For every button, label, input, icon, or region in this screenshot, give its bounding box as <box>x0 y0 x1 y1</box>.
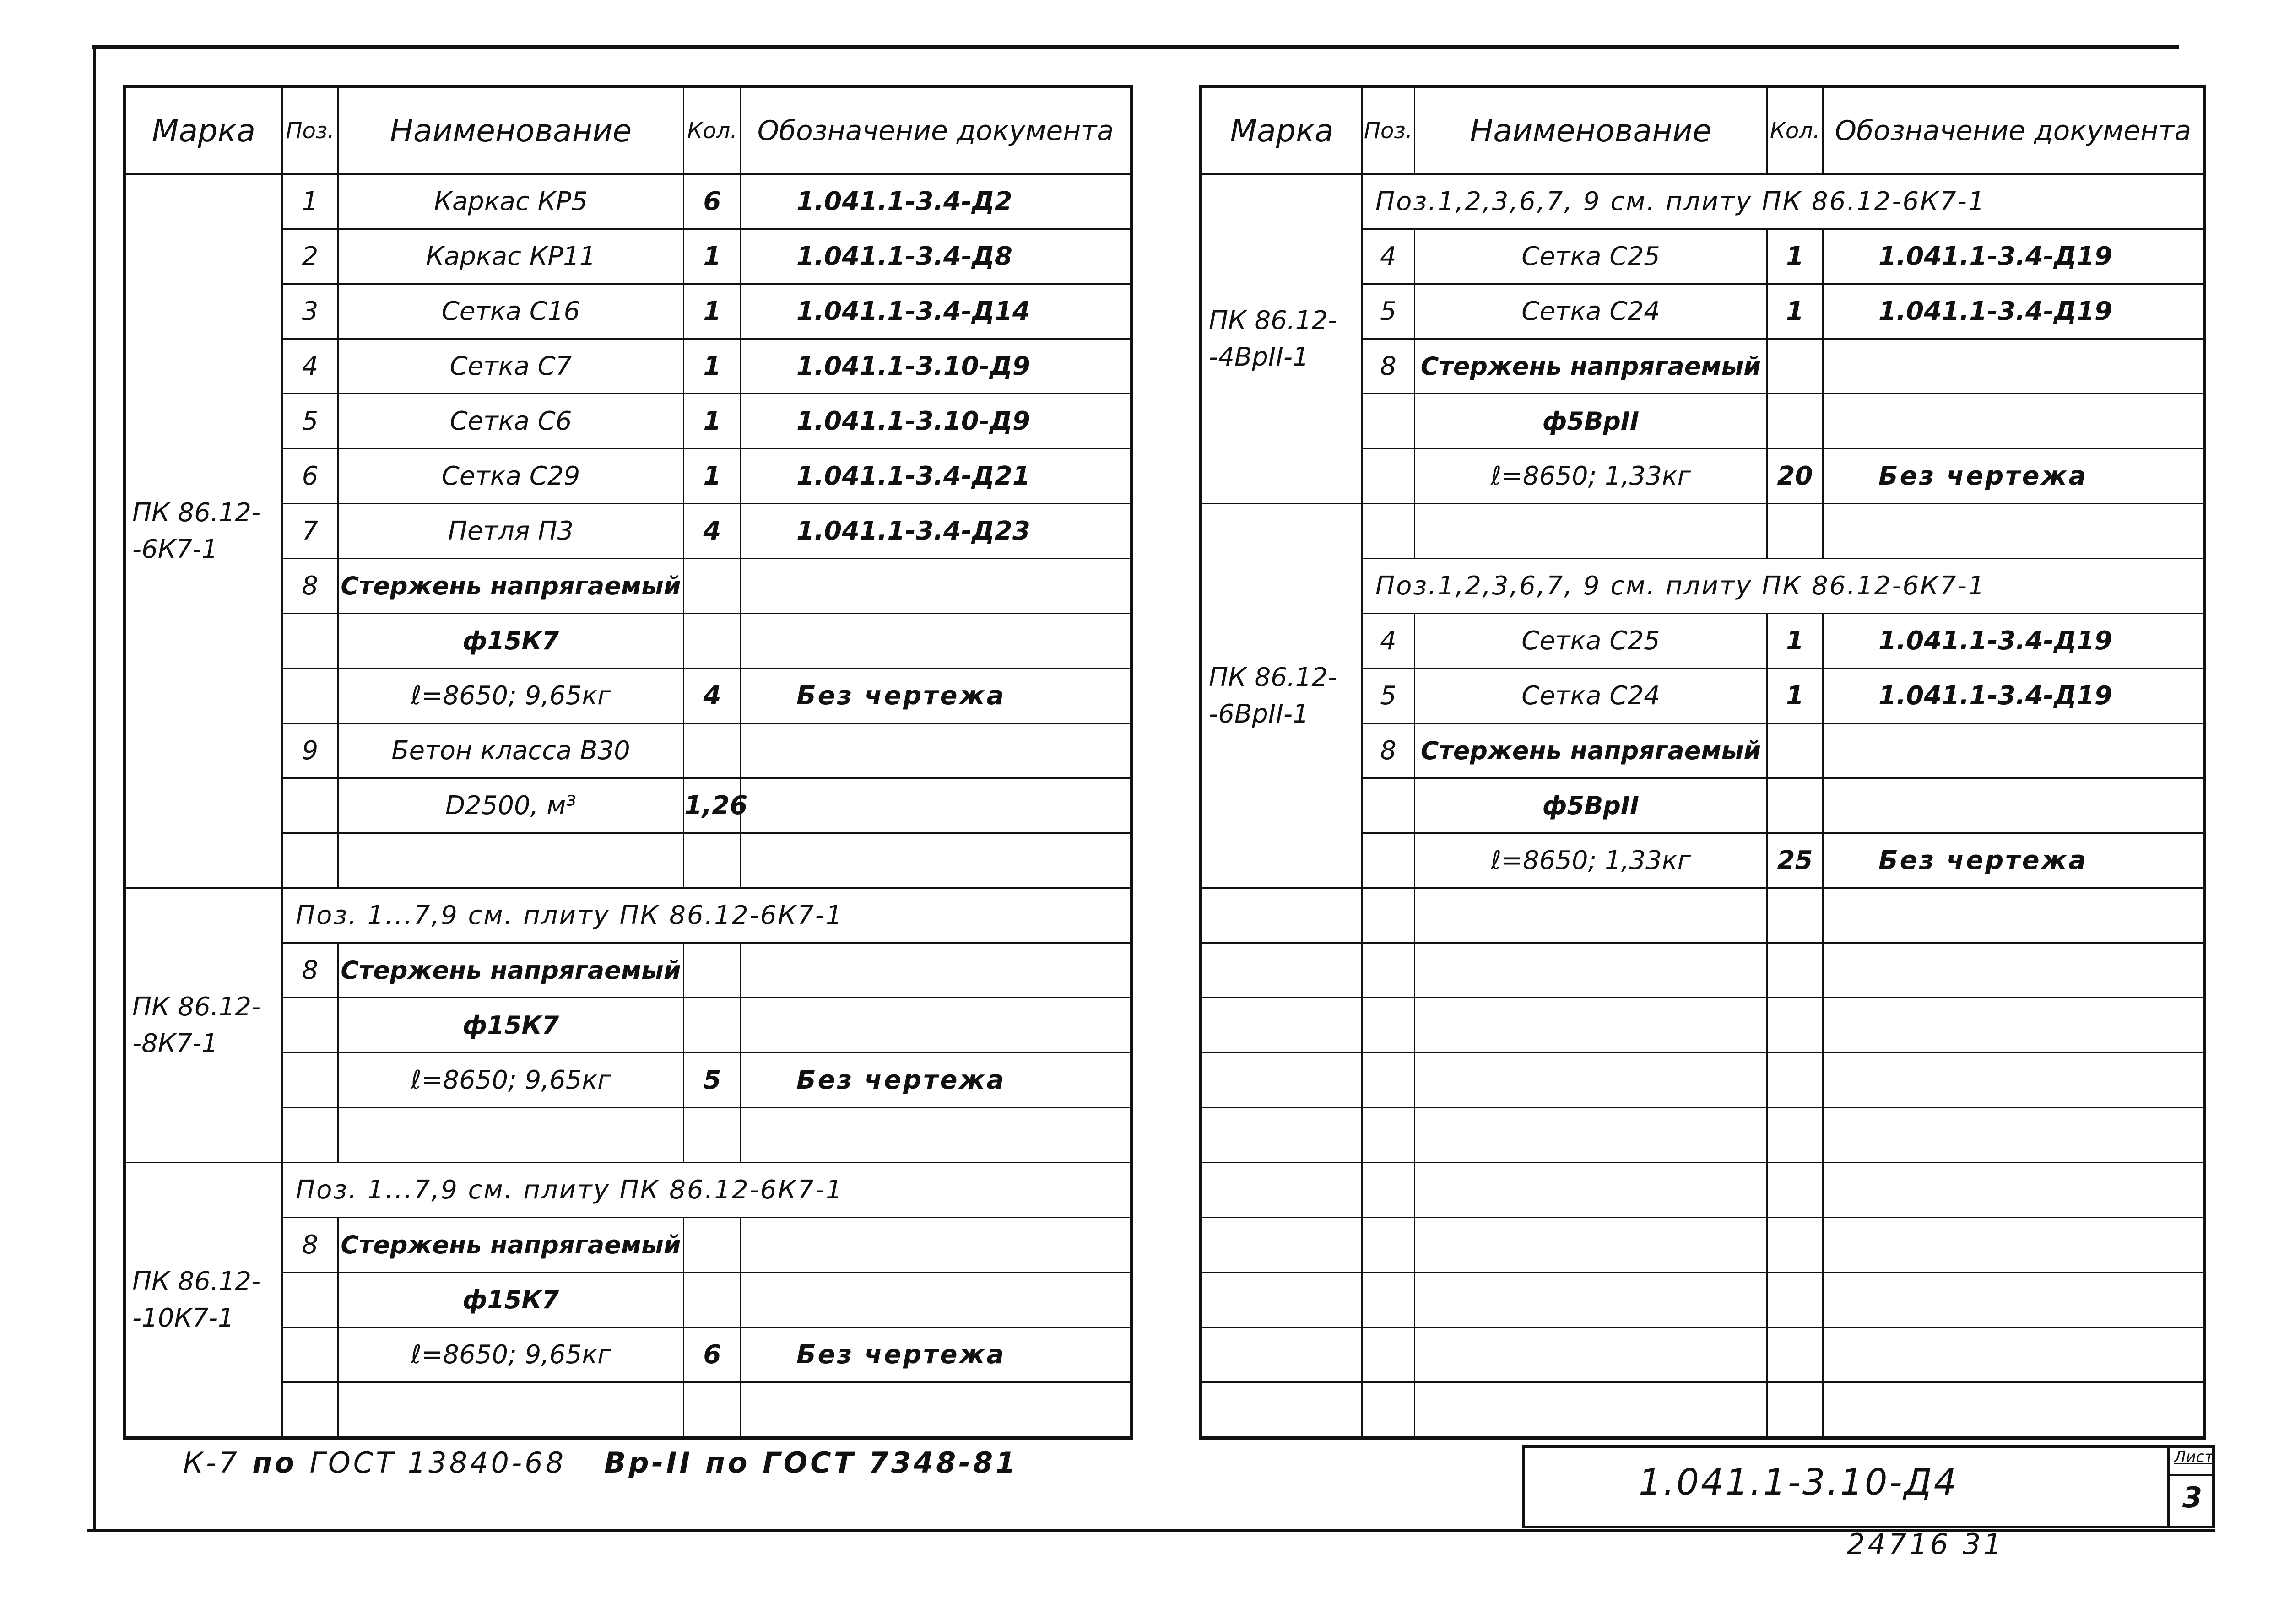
pos-cell <box>1362 504 1415 559</box>
qty-cell: 1 <box>684 284 741 339</box>
name-cell: Стержень напрягаемый <box>338 559 684 614</box>
name-cell: Петля П3 <box>338 504 684 559</box>
doc-cell <box>1823 943 2204 998</box>
mark-cell <box>1201 888 1362 943</box>
note-cell: Поз.1,2,3,6,7, 9 см. плиту ПК 86.12-6К7-1 <box>1362 559 2204 614</box>
doc-cell: 1.041.1-3.4-Д2 <box>741 174 1131 229</box>
pos-cell <box>282 1053 338 1108</box>
name-cell: ℓ=8650; 9,65кг <box>338 1053 684 1108</box>
doc-cell <box>1823 1273 2204 1327</box>
empty-row <box>1201 1273 2204 1327</box>
name-cell: ℓ=8650; 1,33кг <box>1415 449 1767 504</box>
name-cell <box>1415 888 1767 943</box>
doc-cell <box>1823 778 2204 833</box>
pos-cell <box>282 1327 338 1382</box>
qty-cell <box>684 723 741 778</box>
qty-cell <box>1767 1382 1823 1438</box>
pos-cell: 4 <box>1362 229 1415 284</box>
name-cell <box>1415 1053 1767 1108</box>
qty-cell: 4 <box>684 504 741 559</box>
mark-cell: ПК 86.12- -4ВрII-1 <box>1201 174 1362 504</box>
qty-cell <box>1767 394 1823 449</box>
footnote-po-1: по <box>252 1446 297 1479</box>
pos-cell <box>1362 998 1415 1053</box>
header-row <box>1201 87 2204 174</box>
name-cell: ф5ВрII <box>1415 778 1767 833</box>
sheet-number: 3 <box>2182 1481 2203 1514</box>
name-cell <box>1415 1273 1767 1327</box>
pos-cell <box>1362 833 1415 888</box>
qty-cell <box>1767 888 1823 943</box>
doc-cell: 1.041.1-3.10-Д9 <box>741 394 1131 449</box>
document-code: 1.041.1-3.10-Д4 <box>1639 1462 1959 1503</box>
qty-cell: 1,26 <box>684 778 741 833</box>
doc-cell <box>741 1108 1131 1163</box>
mark-cell <box>1201 1382 1362 1438</box>
empty-row <box>1201 1108 2204 1163</box>
qty-cell: 1 <box>684 394 741 449</box>
sheet-box-divider <box>2167 1474 2212 1476</box>
doc-cell <box>1823 1053 2204 1108</box>
name-cell: Сетка С16 <box>338 284 684 339</box>
footnote-gost-1: ГОСТ 13840-68 <box>309 1446 567 1479</box>
doc-cell: Без чертежа <box>741 1327 1131 1382</box>
qty-cell <box>684 998 741 1053</box>
qty-cell: 6 <box>684 1327 741 1382</box>
name-cell <box>1415 1218 1767 1273</box>
qty-cell: 1 <box>684 449 741 504</box>
qty-cell <box>684 1382 741 1438</box>
doc-cell: Без чертежа <box>1823 833 2204 888</box>
qty-cell <box>684 1273 741 1327</box>
doc-cell <box>1823 723 2204 778</box>
column-header-mark: Марка <box>124 87 282 174</box>
mark-cell: ПК 86.12- -10К7-1 <box>124 1163 282 1438</box>
mark-cell <box>1201 943 1362 998</box>
name-cell: Сетка С6 <box>338 394 684 449</box>
doc-cell <box>741 559 1131 614</box>
left-specification-table <box>123 85 1133 1440</box>
mark-cell <box>1201 1218 1362 1273</box>
pos-cell: 6 <box>282 449 338 504</box>
pos-cell: 4 <box>282 339 338 394</box>
pos-cell <box>282 669 338 723</box>
pos-cell <box>1362 1327 1415 1382</box>
table-row <box>1201 504 2204 559</box>
pos-cell: 1 <box>282 174 338 229</box>
qty-cell: 6 <box>684 174 741 229</box>
name-cell: ф15К7 <box>338 614 684 669</box>
doc-cell: 1.041.1-3.4-Д23 <box>741 504 1131 559</box>
header-row <box>124 87 1131 174</box>
mark-cell <box>1201 1163 1362 1218</box>
name-cell: ℓ=8650; 9,65кг <box>338 669 684 723</box>
column-header-pos: Поз. <box>1362 87 1415 174</box>
empty-row <box>1201 1053 2204 1108</box>
note-row <box>124 1163 1131 1218</box>
column-header-doc: Обозначение документа <box>1823 87 2204 174</box>
qty-cell <box>1767 723 1823 778</box>
note-row <box>124 888 1131 943</box>
pos-cell <box>1362 778 1415 833</box>
mark-cell <box>1201 998 1362 1053</box>
frame-left-line <box>93 45 96 1532</box>
pos-cell <box>282 1273 338 1327</box>
pos-cell <box>1362 1218 1415 1273</box>
name-cell: Бетон класса В30 <box>338 723 684 778</box>
doc-cell <box>1823 394 2204 449</box>
name-cell: Каркас КР5 <box>338 174 684 229</box>
steel-standard-footnote <box>183 1446 1018 1479</box>
pos-cell <box>1362 1273 1415 1327</box>
doc-cell <box>741 1382 1131 1438</box>
mark-cell <box>1201 1108 1362 1163</box>
qty-cell: 1 <box>1767 669 1823 723</box>
name-cell <box>1415 1163 1767 1218</box>
name-cell <box>1415 504 1767 559</box>
doc-cell <box>741 833 1131 888</box>
note-cell: Поз. 1...7,9 см. плиту ПК 86.12-6К7-1 <box>282 1163 1131 1218</box>
empty-row <box>1201 1163 2204 1218</box>
footnote-po-2: по <box>705 1446 750 1479</box>
pos-cell <box>1362 1163 1415 1218</box>
empty-row <box>1201 888 2204 943</box>
pos-cell: 9 <box>282 723 338 778</box>
name-cell <box>338 1382 684 1438</box>
empty-row <box>1201 1382 2204 1438</box>
column-header-mark: Марка <box>1201 87 1362 174</box>
qty-cell: 1 <box>1767 614 1823 669</box>
qty-cell <box>1767 943 1823 998</box>
qty-cell <box>1767 778 1823 833</box>
pos-cell <box>1362 1382 1415 1438</box>
mark-cell: ПК 86.12- -6К7-1 <box>124 174 282 888</box>
qty-cell <box>684 614 741 669</box>
name-cell: Каркас КР11 <box>338 229 684 284</box>
pos-cell <box>282 998 338 1053</box>
empty-row <box>1201 1327 2204 1382</box>
empty-row <box>1201 998 2204 1053</box>
qty-cell <box>684 943 741 998</box>
empty-row <box>1201 943 2204 998</box>
pos-cell: 2 <box>282 229 338 284</box>
column-header-qty: Кол. <box>684 87 741 174</box>
name-cell <box>1415 1382 1767 1438</box>
mark-cell <box>1201 1053 1362 1108</box>
column-header-name: Наименование <box>338 87 684 174</box>
column-header-qty: Кол. <box>1767 87 1823 174</box>
qty-cell <box>1767 1053 1823 1108</box>
frame-top-line <box>92 45 2179 49</box>
pos-cell: 7 <box>282 504 338 559</box>
doc-cell <box>741 778 1131 833</box>
qty-cell: 5 <box>684 1053 741 1108</box>
name-cell: ф15К7 <box>338 1273 684 1327</box>
footnote-vr: Вр-II <box>604 1446 693 1479</box>
name-cell: ℓ=8650; 9,65кг <box>338 1327 684 1382</box>
column-header-doc: Обозначение документа <box>741 87 1131 174</box>
doc-cell <box>1823 504 2204 559</box>
name-cell: Сетка С24 <box>1415 284 1767 339</box>
doc-cell: 1.041.1-3.4-Д19 <box>1823 284 2204 339</box>
doc-cell: 1.041.1-3.4-Д14 <box>741 284 1131 339</box>
name-cell <box>1415 1108 1767 1163</box>
pos-cell: 8 <box>282 943 338 998</box>
doc-cell <box>741 998 1131 1053</box>
doc-cell: Без чертежа <box>1823 449 2204 504</box>
doc-cell: 1.041.1-3.4-Д21 <box>741 449 1131 504</box>
footnote-k7: К-7 <box>183 1446 240 1479</box>
qty-cell <box>684 833 741 888</box>
qty-cell: 4 <box>684 669 741 723</box>
doc-cell: 1.041.1-3.4-Д8 <box>741 229 1131 284</box>
column-header-pos: Поз. <box>282 87 338 174</box>
doc-cell <box>1823 1218 2204 1273</box>
doc-cell: 1.041.1-3.4-Д19 <box>1823 614 2204 669</box>
footnote-gost-2: ГОСТ 7348-81 <box>763 1446 1018 1479</box>
pos-cell: 8 <box>282 559 338 614</box>
pos-cell <box>282 778 338 833</box>
doc-cell <box>1823 1108 2204 1163</box>
doc-cell: Без чертежа <box>741 669 1131 723</box>
pos-cell <box>1362 888 1415 943</box>
doc-cell <box>741 1218 1131 1273</box>
empty-row <box>1201 1218 2204 1273</box>
doc-cell <box>1823 888 2204 943</box>
doc-cell <box>741 943 1131 998</box>
name-cell <box>1415 943 1767 998</box>
qty-cell <box>1767 998 1823 1053</box>
name-cell: Стержень напрягаемый <box>338 1218 684 1273</box>
mark-cell: ПК 86.12- -6ВрII-1 <box>1201 504 1362 888</box>
mark-cell <box>1201 1273 1362 1327</box>
pos-cell <box>1362 394 1415 449</box>
qty-cell: 1 <box>1767 284 1823 339</box>
archive-number: 24716 31 <box>1847 1527 2004 1561</box>
note-row <box>1201 174 2204 229</box>
doc-cell <box>741 614 1131 669</box>
name-cell: ℓ=8650; 1,33кг <box>1415 833 1767 888</box>
doc-cell <box>741 723 1131 778</box>
name-cell: ф5ВрII <box>1415 394 1767 449</box>
qty-cell <box>1767 1273 1823 1327</box>
column-header-name: Наименование <box>1415 87 1767 174</box>
doc-cell: 1.041.1-3.4-Д19 <box>1823 669 2204 723</box>
name-cell: Стержень напрягаемый <box>1415 339 1767 394</box>
qty-cell <box>1767 339 1823 394</box>
mark-cell: ПК 86.12- -8К7-1 <box>124 888 282 1163</box>
note-cell: Поз.1,2,3,6,7, 9 см. плиту ПК 86.12-6К7-1 <box>1362 174 2204 229</box>
pos-cell: 8 <box>282 1218 338 1273</box>
pos-cell: 5 <box>1362 284 1415 339</box>
qty-cell: 20 <box>1767 449 1823 504</box>
qty-cell: 1 <box>684 229 741 284</box>
qty-cell <box>1767 1108 1823 1163</box>
pos-cell <box>282 614 338 669</box>
pos-cell <box>1362 943 1415 998</box>
pos-cell: 8 <box>1362 723 1415 778</box>
name-cell: ф15К7 <box>338 998 684 1053</box>
doc-cell: 1.041.1-3.4-Д19 <box>1823 229 2204 284</box>
pos-cell <box>282 833 338 888</box>
doc-cell <box>1823 1382 2204 1438</box>
qty-cell: 1 <box>1767 229 1823 284</box>
qty-cell <box>684 1108 741 1163</box>
name-cell: Сетка С29 <box>338 449 684 504</box>
doc-cell: 1.041.1-3.10-Д9 <box>741 339 1131 394</box>
doc-cell <box>1823 998 2204 1053</box>
pos-cell <box>282 1382 338 1438</box>
qty-cell <box>1767 1163 1823 1218</box>
pos-cell <box>282 1108 338 1163</box>
note-cell: Поз. 1...7,9 см. плиту ПК 86.12-6К7-1 <box>282 888 1131 943</box>
pos-cell <box>1362 1108 1415 1163</box>
mark-cell <box>1201 1327 1362 1382</box>
qty-cell <box>1767 1218 1823 1273</box>
name-cell <box>338 833 684 888</box>
name-cell: Сетка С24 <box>1415 669 1767 723</box>
name-cell <box>1415 998 1767 1053</box>
sheet-label: Лист <box>2174 1448 2214 1466</box>
qty-cell: 25 <box>1767 833 1823 888</box>
pos-cell: 4 <box>1362 614 1415 669</box>
pos-cell: 3 <box>282 284 338 339</box>
pos-cell <box>1362 1053 1415 1108</box>
name-cell: Сетка С25 <box>1415 229 1767 284</box>
name-cell: Стержень напрягаемый <box>338 943 684 998</box>
name-cell <box>338 1108 684 1163</box>
qty-cell <box>1767 504 1823 559</box>
name-cell: Сетка С25 <box>1415 614 1767 669</box>
qty-cell <box>1767 1327 1823 1382</box>
doc-cell <box>1823 339 2204 394</box>
pos-cell: 8 <box>1362 339 1415 394</box>
qty-cell: 1 <box>684 339 741 394</box>
qty-cell <box>684 559 741 614</box>
table-row <box>124 174 1131 229</box>
pos-cell: 5 <box>282 394 338 449</box>
doc-cell: Без чертежа <box>741 1053 1131 1108</box>
doc-cell <box>741 1273 1131 1327</box>
name-cell: D2500, м³ <box>338 778 684 833</box>
name-cell <box>1415 1327 1767 1382</box>
pos-cell: 5 <box>1362 669 1415 723</box>
name-cell: Сетка С7 <box>338 339 684 394</box>
doc-cell <box>1823 1163 2204 1218</box>
qty-cell <box>684 1218 741 1273</box>
name-cell: Стержень напрягаемый <box>1415 723 1767 778</box>
doc-cell <box>1823 1327 2204 1382</box>
pos-cell <box>1362 449 1415 504</box>
right-specification-table <box>1199 85 2206 1440</box>
